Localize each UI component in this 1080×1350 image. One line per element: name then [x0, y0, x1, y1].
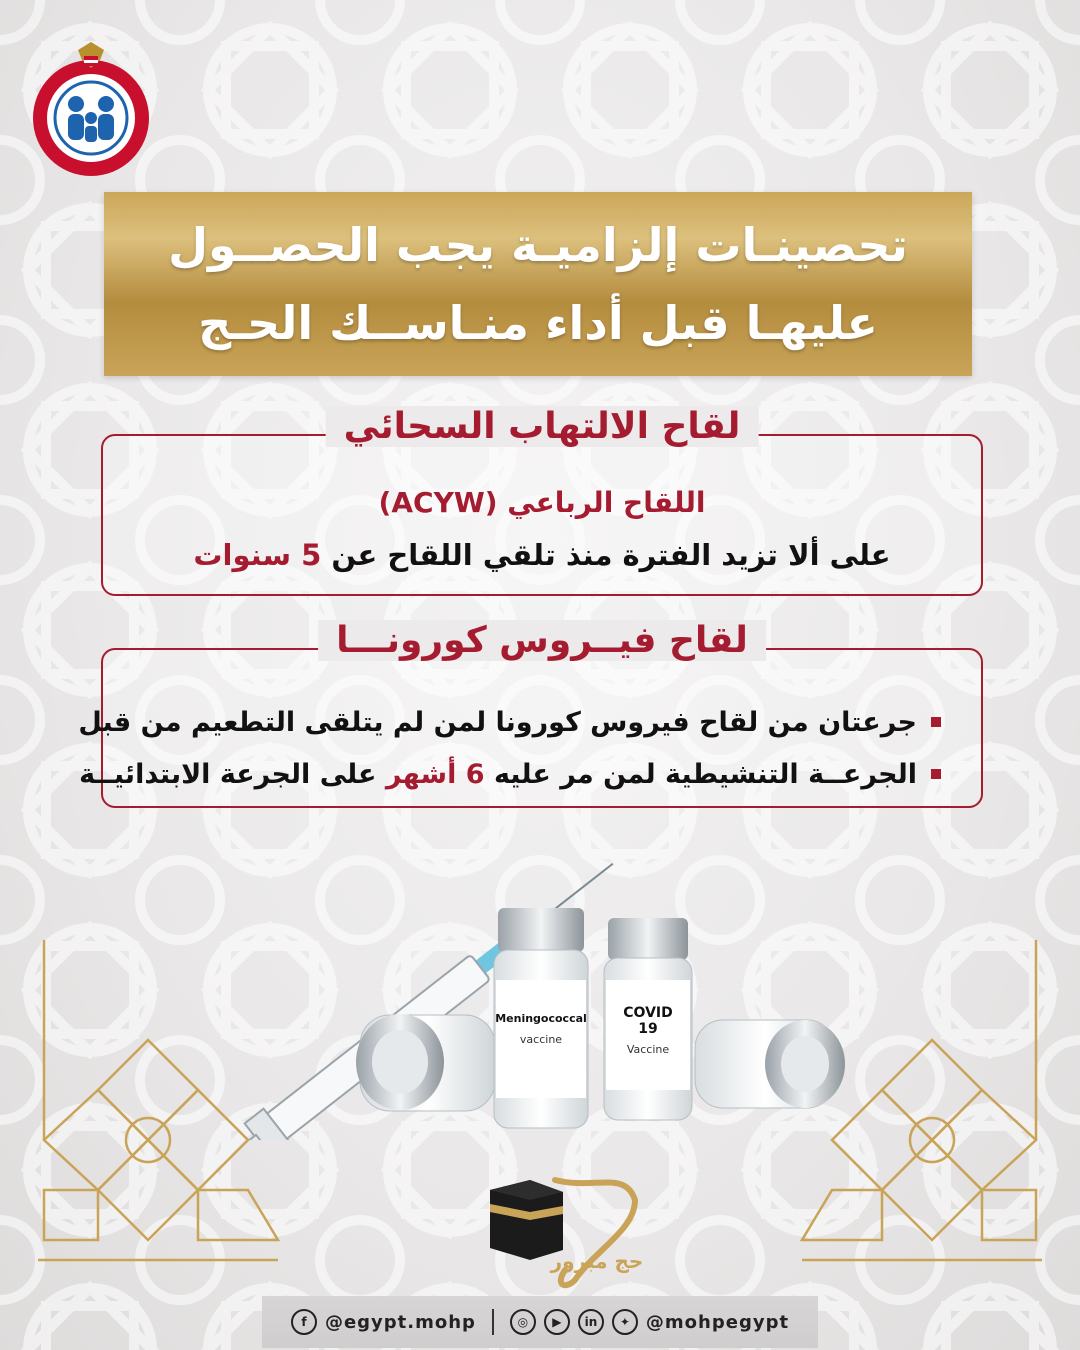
covid-sublabel: Vaccine: [626, 1043, 670, 1056]
covid-bullet-1: [78, 696, 941, 748]
bullet-marker: [931, 717, 941, 727]
bullet-highlight: 6 أشهر: [385, 758, 485, 790]
quadrivalent-vaccine-label: اللقاح الرباعي (ACYW): [378, 486, 706, 519]
bullet-text: جرعتان من لقاح فيروس كورونا لمن لم يتلقى التطعيم من قبل: [78, 706, 917, 738]
twitter-icon[interactable]: ✦: [612, 1309, 638, 1335]
ministry-logo: [28, 38, 154, 180]
condition-highlight: 5 سنوات: [193, 538, 322, 572]
lying-vial-left: [356, 1014, 495, 1111]
social-handle[interactable]: @mohpegypt: [645, 1311, 790, 1333]
hajj-greeting-text: حج مبرور: [550, 1249, 644, 1273]
covid-bullet-list: [78, 696, 941, 800]
title-banner: [104, 192, 972, 376]
facebook-icon[interactable]: f: [291, 1309, 317, 1335]
meningococcal-vial: [494, 908, 588, 1128]
facebook-handle[interactable]: @egypt.mohp: [324, 1311, 476, 1333]
meningitis-heading: لقاح الالتهاب السحائي: [326, 406, 759, 447]
instagram-icon[interactable]: ◎: [510, 1309, 536, 1335]
title-line-1: تحصينـات إلزاميـة يجب الحصــول: [168, 218, 908, 272]
social-footer: [262, 1296, 818, 1348]
covid-number: 19: [638, 1021, 658, 1037]
kaaba-hajj-greeting: [485, 1160, 645, 1300]
bullet-suffix: على الجرعة الابتدائيــة: [79, 758, 377, 790]
meningococcal-sublabel: vaccine: [519, 1033, 563, 1046]
covid-label: COVID: [623, 1005, 673, 1021]
bullet-text: [79, 759, 917, 790]
linkedin-icon[interactable]: in: [578, 1309, 604, 1335]
gold-ornament-right: [792, 940, 1042, 1280]
covid-vaccine-box: [78, 620, 983, 808]
vaccine-illustration: [200, 800, 880, 1140]
youtube-icon[interactable]: ▶: [544, 1309, 570, 1335]
meningitis-vaccine-box: [101, 406, 983, 596]
bullet-marker: [931, 769, 941, 779]
condition-text: على ألا تزيد الفترة منذ تلقي اللقاح عن: [331, 538, 891, 572]
covid-vial: [604, 918, 692, 1120]
covid-bullet-2: [78, 748, 941, 800]
meningococcal-label: Meningococcal: [495, 1012, 587, 1025]
meningitis-condition: [103, 538, 981, 572]
covid-heading: لقاح فيــروس كورونـــا: [318, 620, 766, 661]
bullet-prefix: الجرعــة التنشيطية لمن مر عليه: [493, 758, 917, 790]
gold-ornament-left: [38, 940, 288, 1280]
footer-divider: [492, 1309, 494, 1335]
title-line-2: عليهـا قبل أداء منـاســك الحـج: [198, 296, 878, 350]
